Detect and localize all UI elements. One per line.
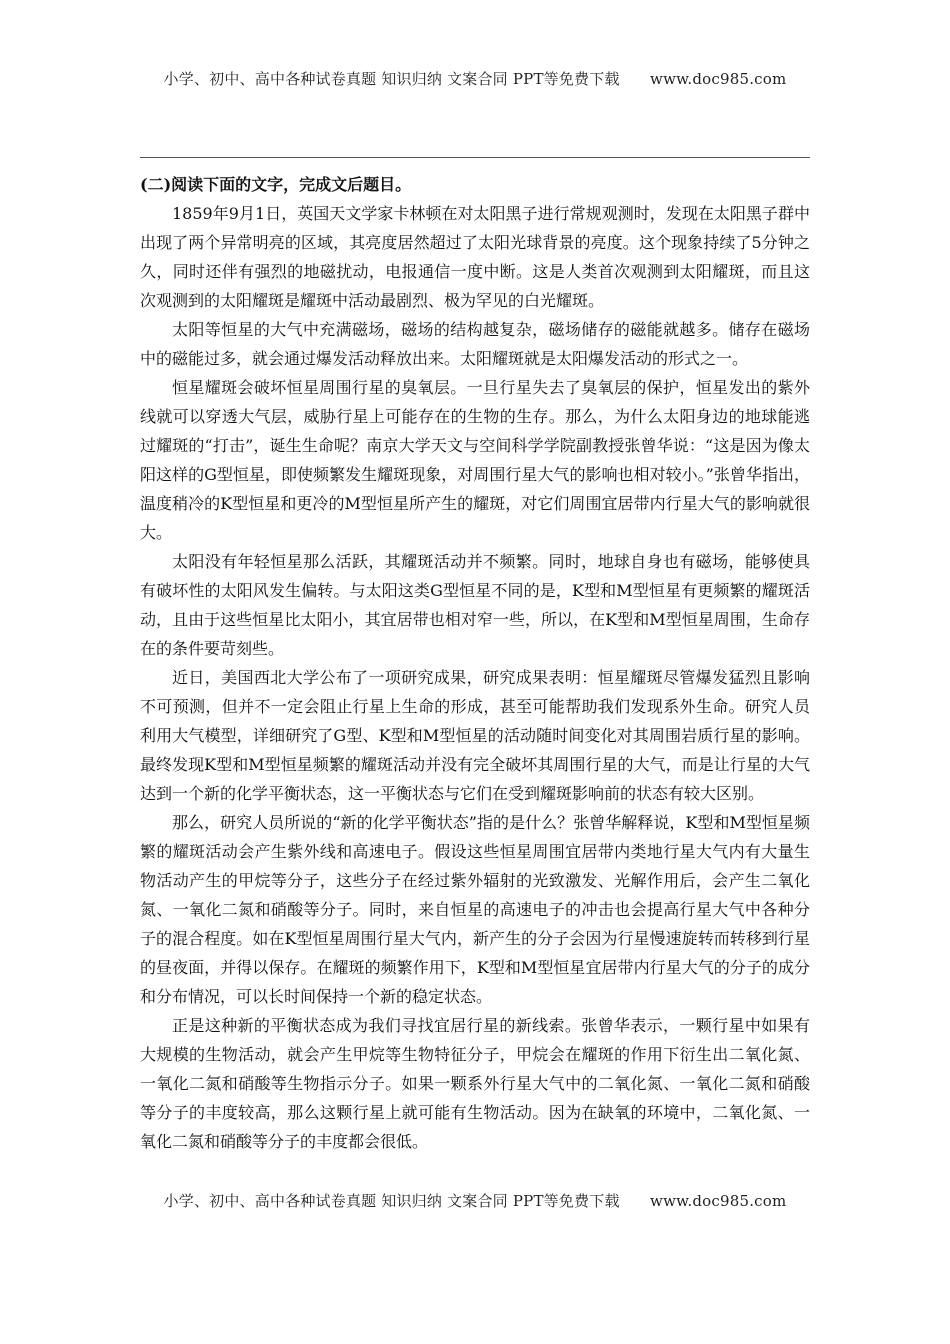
paragraph: 恒星耀斑会破坏恒星周围行星的臭氧层。一旦行星失去了臭氧层的保护，恒星发出的紫外线就可以穿透大气层，威胁行星上可能存在的生物的生存。那么，为什么太阳身边的地球能逃过耀斑的“打击”，诞生生命呢？南京大学天文与空间科学学院副教授张曾华说：“这是因为像太阳这样的G型恒星，即使频繁发生耀斑现象，对周围行星大气的影响也相对较小。”张曾华指出，温度稍冷的K型恒星和更冷的M型恒星所产生的耀斑，对它们周围宜居带内行星大气的影响就很大。	[140, 378, 810, 542]
article-body	[140, 170, 810, 1156]
paragraph: 正是这种新的平衡状态成为我们寻找宜居行星的新线索。张曾华表示，一颗行星中如果有大规模的生物活动，就会产生甲烷等生物特征分子，甲烷会在耀斑的作用下衍生出二氧化氮、一氧化二氮和硝酸等生物指示分子。如果一颗系外行星大气中的二氧化氮、一氧化二氮和硝酸等分子的丰度较高，那么这颗行星上就可能有生物活动。因为在缺氧的环境中，二氧化氮、一氧化二氮和硝酸等分子的丰度都会很低。	[140, 1016, 810, 1151]
paragraph: 那么，研究人员所说的“新的化学平衡状态”指的是什么？张曾华解释说，K型和M型恒星频繁的耀斑活动会产生紫外线和高速电子。假设这些恒星周围宜居带内类地行星大气内有大量生物活动产生的甲烷等分子，这些分子在经过紫外辐射的光致激发、光解作用后，会产生二氧化氮、一氧化二氮和硝酸等分子。同时，来自恒星的高速电子的冲击也会提高行星大气中各种分子的混合程度。如在K型恒星周围行星大气内，新产生的分子会因为行星慢速旋转而转移到行星的昼夜面，并得以保存。在耀斑的频繁作用下，K型和M型恒星宜居带内行星大气的分子的成分和分布情况，可以长时间保持一个新的稳定状态。	[140, 813, 810, 1006]
paragraph: 太阳等恒星的大气中充满磁场，磁场的结构越复杂，磁场储存的磁能就越多。储存在磁场中的磁能过多，就会通过爆发活动释放出来。太阳耀斑就是太阳爆发活动的形式之一。	[140, 320, 810, 368]
paragraph: 1859年9月1日，英国天文学家卡林顿在对太阳黑子进行常规观测时，发现在太阳黑子群中出现了两个异常明亮的区域，其亮度居然超过了太阳光球背景的亮度。这个现象持续了5分钟之久，同时还伴有强烈的地磁扰动，电报通信一度中断。这是人类首次观测到太阳耀斑，而且这次观测到的太阳耀斑是耀斑中活动最剧烈、极为罕见的白光耀斑。	[140, 204, 810, 310]
page-footer: 小学、初中、高中各种试卷真题 知识归纳 文案合同 PPT等免费下载 www.doc985.com	[163, 1192, 787, 1210]
header-divider	[140, 157, 810, 158]
section-title: (二)阅读下面的文字，完成文后题目。	[140, 175, 412, 194]
paragraph: 太阳没有年轻恒星那么活跃，其耀斑活动并不频繁。同时，地球自身也有磁场，能够使具有破坏性的太阳风发生偏转。与太阳这类G型恒星不同的是，K型和M型恒星有更频繁的耀斑活动，且由于这些恒星比太阳小，其宜居带也相对窄一些，所以，在K型和M型恒星周围，生命存在的条件要苛刻些。	[140, 552, 810, 658]
page-header: 小学、初中、高中各种试卷真题 知识归纳 文案合同 PPT等免费下载 www.doc985.com	[163, 70, 787, 88]
paragraph: 近日，美国西北大学公布了一项研究成果，研究成果表明：恒星耀斑尽管爆发猛烈且影响不可预测，但并不一定会阻止行星上生命的形成，甚至可能帮助我们发现系外生命。研究人员利用大气模型，详细研究了G型、K型和M型恒星的活动随时间变化对其周围岩质行星的影响。最终发现K型和M型恒星频繁的耀斑活动并没有完全破坏其周围行星的大气，而是让行星的大气达到一个新的化学平衡状态，这一平衡状态与它们在受到耀斑影响前的状态有较大区别。	[140, 668, 810, 803]
